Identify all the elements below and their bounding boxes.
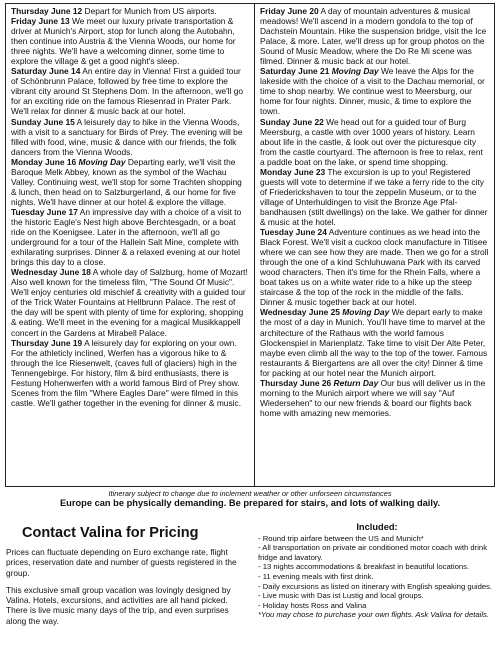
day-description: Departing early, we'll visit the Baroque Melk Abbey, known as the symbol of the Wachau Valley. Continuing west, we'll stop for some Trachten shopping & lunch, then head on to Salzburgerland, & our home for five nights. We'll have dinner at our hotel & explore the village.	[11, 156, 242, 207]
day-date: Monday June 16	[11, 156, 77, 167]
day-label: Moving Day	[78, 156, 126, 167]
pricing-info	[6, 547, 251, 633]
itinerary-day	[11, 267, 249, 337]
day-date: Friday June 13	[11, 16, 70, 27]
day-date: Saturday June 14	[11, 66, 81, 77]
day-date: Thursday June 26	[260, 377, 332, 388]
itinerary-day	[260, 307, 489, 377]
itinerary-day	[11, 207, 249, 267]
day-description: We depart early to make the most of a day in Munich. You'll have time to marvel at the architecture of the Rathaus with the world famous Glockenspiel in Marienplatz. Take time to visit Der Alte Peter, maybe even climb all the way to the top of the tower. Famous restaurants & Biergartens are all over the city! Dinner & time for packing at our hotel near the Munich airport.	[260, 307, 488, 378]
flights-note: *You may chose to purchase your own flights. Ask Valina for details.	[258, 610, 490, 620]
physical-demand-warning: Europe can be physically demanding. Be prepared for stairs, and lots of walking daily.	[59, 498, 441, 508]
itinerary-day	[11, 157, 249, 207]
itinerary-day	[260, 117, 489, 167]
itinerary-day	[11, 16, 249, 66]
itinerary-day	[260, 6, 489, 66]
day-description: A leisurely day to hike in the Vienna Woods, with a visit to a sanctuary for Birds of Prey. The evening will be filled with food, wine, music & dance with our friends, the folk dancers from the Vienna Woods.	[11, 116, 243, 157]
day-date: Tuesday June 17	[11, 206, 78, 217]
day-date: Monday June 23	[260, 166, 326, 177]
day-date: Wednesday June 18	[11, 267, 91, 278]
day-label: Moving Day	[342, 307, 390, 318]
design-paragraph: This exclusive small group vacation was lovingly designed by Valina. Hotels, excursions, and activities are all hand picked. There is live music many days of the trip, and even surprises along the way.	[6, 584, 231, 626]
day-date: Thursday June 19	[11, 337, 83, 348]
itinerary-day	[260, 227, 489, 307]
day-date: Friday June 20	[260, 6, 319, 16]
itinerary-column-right	[255, 3, 495, 487]
day-date: Sunday June 22	[260, 116, 324, 127]
included-item: - 13 nights accommodations & breakfast in beautiful locations.	[258, 562, 470, 572]
day-label: Return Day	[333, 377, 379, 388]
itinerary-disclaimer: Itinerary subject to change due to inclement weather or other unforseen circumstances	[108, 489, 392, 498]
itinerary-list-right	[255, 4, 494, 418]
included-item: - Holiday hosts Ross and Valina	[258, 600, 367, 610]
day-date: Saturday June 21	[260, 66, 330, 77]
day-description: Adventure continues as we head into the Black Forest. We'll visit a cuckoo clock manufacture in Titisee where we can see how they are made. Then we go for a stroll through the one of a kind Schluhuwana Park with its carved wood characters. Then it's time for the Rhein Falls, where a boat takes us on a white water ride to a hike up the steep staircase & the top of the rock in the middle of the falls. Dinner & music together back at our hotel.	[260, 227, 489, 308]
day-description: Depart for Munich from US airports.	[84, 6, 217, 16]
itinerary-day	[11, 117, 249, 157]
day-date: Wednesday June 25	[260, 307, 340, 318]
contact-heading: Contact Valina for Pricing	[22, 525, 199, 541]
day-description: We meet our luxury private transportation & driver at Munich's Airport, stop for lunch along the Autobahn, then continue into Austria & the Vienna Woods, our home for three nights. We'll have a welcoming dinner, some time to explore the village & get a good night's sleep.	[11, 16, 236, 67]
day-date: Tuesday June 24	[260, 227, 327, 238]
day-date: Thursday June 12	[11, 6, 83, 16]
itinerary-day	[11, 6, 249, 16]
itinerary-day	[260, 167, 489, 227]
day-description: A day of mountain adventures & musical meadows! We'll ascend in a modern gondola to the top of Dachstein Mountain. Hike the suspension bridge, visit the Ice Palace, & more. Later, we'll dress up for group photos on the Sound of Music Meadow, where the Do Re Mi scene was filmed. Dinner & music back at our hotel.	[260, 6, 487, 67]
included-item: - Live music with Das ist Lustig and local groups.	[258, 591, 424, 601]
day-label: Moving Day	[331, 66, 379, 77]
itinerary-list-left	[6, 4, 254, 408]
pricing-paragraph: Prices can fluctuate depending on Euro exchange rate, flight prices, reservation date and number of guests registered in the group.	[6, 547, 237, 578]
day-description: A leisurely day for exploring on your own. For the athleticly inclined, Werfen has a vigorous hike to & through the Ice Riesenwelt, (caves full of glaciers) high in the Tennengebirge. For history, film & bird enthusiasts, there is Festung Hohenwerfen with a world famous Bird of Prey show. Scenes from the film "Where Eagles Dare" were filmed in this castle. We'll gather together in the evening for dinner & music.	[11, 337, 242, 408]
day-description: A whole day of Salzburg, home of Mozart! Also well known for the timeless film, "The Sound Of Music". We'll enjoy centuries old mischief & creativity with a guided tour of the Trick Water Fountains at Hellbrunn Palace. The rest of the day will be spent with plenty of time for exploring, shopping & eating. We'll meet in the evening for a magical Musikkappell concert in the Gardens at Mirabell Palace.	[11, 267, 248, 338]
day-date: Sunday June 15	[11, 116, 75, 127]
included-item: - Round trip airfare between the US and Munich*	[258, 533, 424, 543]
itinerary-day	[260, 66, 489, 116]
included-heading: Included:	[356, 522, 398, 532]
included-item: - Daily excursions as listed on itinerary with English speaking guides.	[258, 581, 493, 591]
itinerary-day	[260, 378, 489, 418]
itinerary-column-left	[5, 3, 255, 487]
itinerary-day	[11, 338, 249, 408]
day-description: We leave the Alps for the lakeside with the choice of a visit to the Dachau memorial, or time to shop nearby. We continue west to Meersburg, our home for four nights. Dinner, music, & time to explore the town.	[260, 66, 485, 117]
included-item: - All transportation on private air conditioned motor coach with drink fridge and lavatory.	[258, 543, 488, 562]
day-description: An entire day in Vienna! First a guided tour of Schönbrunn Palace, followed by free time to explore the vibrant city around St Stephens Dom. In the afternoon, we'll go for an exciting ride on the famous Riesenrad in Prater Park. We'll relax for dinner & music back at our hotel.	[11, 66, 244, 117]
included-section	[258, 523, 496, 620]
itinerary-day	[11, 66, 249, 116]
day-description: The excursion is up to you! Registered guests will vote to determine if we take a ferry ride to the city of Friederickshaven to tour the zeppelin Museum, or to the village of Unterhuldingen to visit the Bronze Age Pfal-bandhausen (stilt dwellings) on the lake. We gather for dinner & music at the hotel.	[260, 166, 488, 227]
day-description: An impressive day with a choice of a visit to the historic Eagle's Nest high above Berchtesgadn, or a boat ride on the Koenigsee. Later in the afternoon, we'll all go underground for a tour of the Hallein Salt Mine, complete with exhilarating surprises. Dinner & a relaxed evening at our hotel brings this day to a close.	[11, 206, 242, 268]
included-item: - 11 evening meals with first drink.	[258, 571, 374, 581]
day-description: Our bus will deliver us in the morning to the Munich airport where we will say "Auf Wiedersehen" to our new friends & board our flights back home with amazing new memories.	[260, 377, 486, 418]
day-description: We head out for a guided tour of Burg Meersburg, a castle with over 1000 years of history. Learn about life in the castle, & look out over the picturesque city from the castle courtyard. The afternoon is free to relax, rent a paddle boat on the lake, or spend time shopping.	[260, 116, 483, 167]
